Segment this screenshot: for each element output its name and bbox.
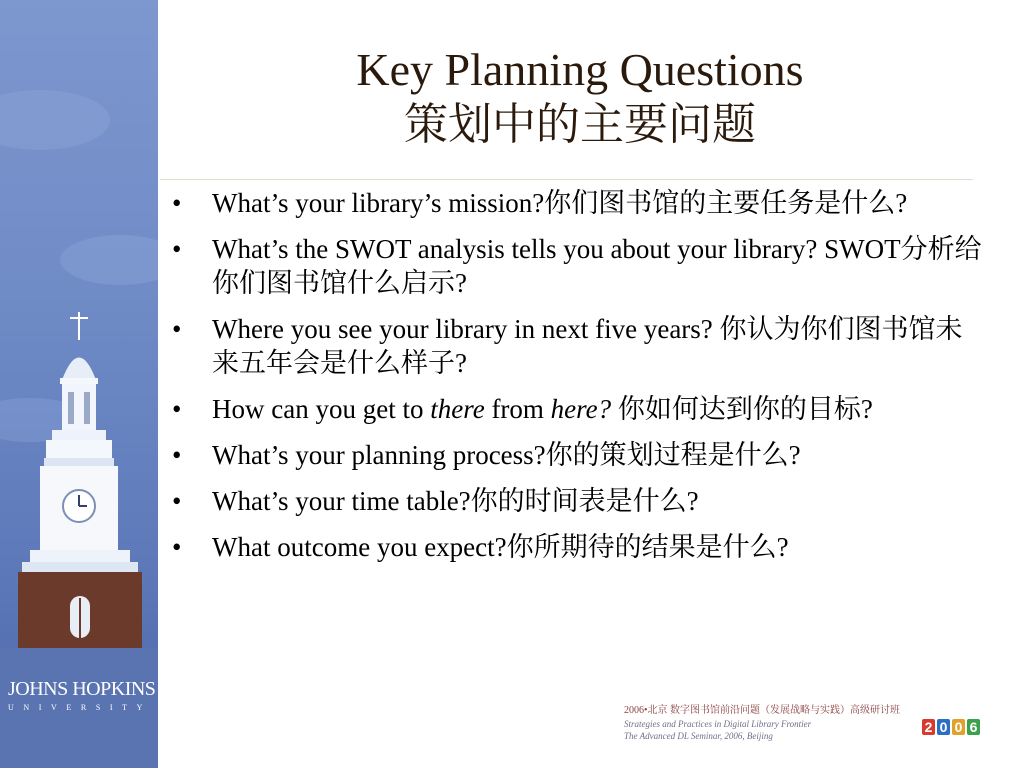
seminar-footer [624,704,954,742]
list-item [172,186,982,220]
year-digit: 0 [937,719,950,735]
list-item [172,232,982,300]
bullet-dot-icon: • [172,394,182,424]
bullet-text: What’s your library’s mission?你们图书馆的主要任务是什么? [212,188,908,218]
bullet-dot-icon: • [172,486,182,516]
bullet-text: Where you see your library in next five years? 你认为你们图书馆未来五年会是什么样子? [212,314,963,378]
list-item [172,530,982,564]
bullet-dot-icon: • [172,314,182,344]
title-divider [160,179,973,180]
bullet-dot-icon: • [172,188,182,218]
list-item [172,312,982,380]
bullet-text-part: How can you get to [212,394,431,424]
list-item [172,484,982,518]
year-digit: 2 [922,719,935,735]
bullet-text: What’s your time table?你的时间表是什么? [212,486,699,516]
bullet-text: What’s the SWOT analysis tells you about your library? SWOT分析给你们图书馆什么启示? [212,234,982,298]
university-logo-name: JOHNS HOPKINS [8,678,156,700]
year-badge [922,719,980,735]
title-chinese: 策划中的主要问题 [404,99,756,150]
bullet-dot-icon: • [172,440,182,470]
bullet-dot-icon: • [172,532,182,562]
bullet-text-part: from [484,394,551,424]
bullet-text-italic: there [430,394,485,424]
list-item [172,392,982,426]
footer-line-3: The Advanced DL Seminar, 2006, Beijing [624,731,773,741]
title-english: Key Planning Questions [356,44,804,95]
university-logo-subtitle: UNIVERSITY [8,703,152,712]
year-digit: 0 [952,719,965,735]
bullet-dot-icon: • [172,234,182,264]
clock-tower-image [0,0,158,650]
list-item [172,438,982,472]
footer-line-2: Strategies and Practices in Digital Library Frontier [624,719,812,729]
year-digit: 6 [967,719,980,735]
slide-title [160,44,1000,154]
footer-line-1: 2006•北京 数字图书馆前沿问题（发展战略与实践）高级研讨班 [624,705,901,716]
bullet-text-part: 你如何达到你的目标? [611,394,873,424]
bullet-text-italic: here? [550,394,612,424]
bullet-text: What’s your planning process?你的策划过程是什么? [212,440,801,470]
bullet-list [172,186,982,576]
bullet-text: What outcome you expect?你所期待的结果是什么? [212,532,789,562]
